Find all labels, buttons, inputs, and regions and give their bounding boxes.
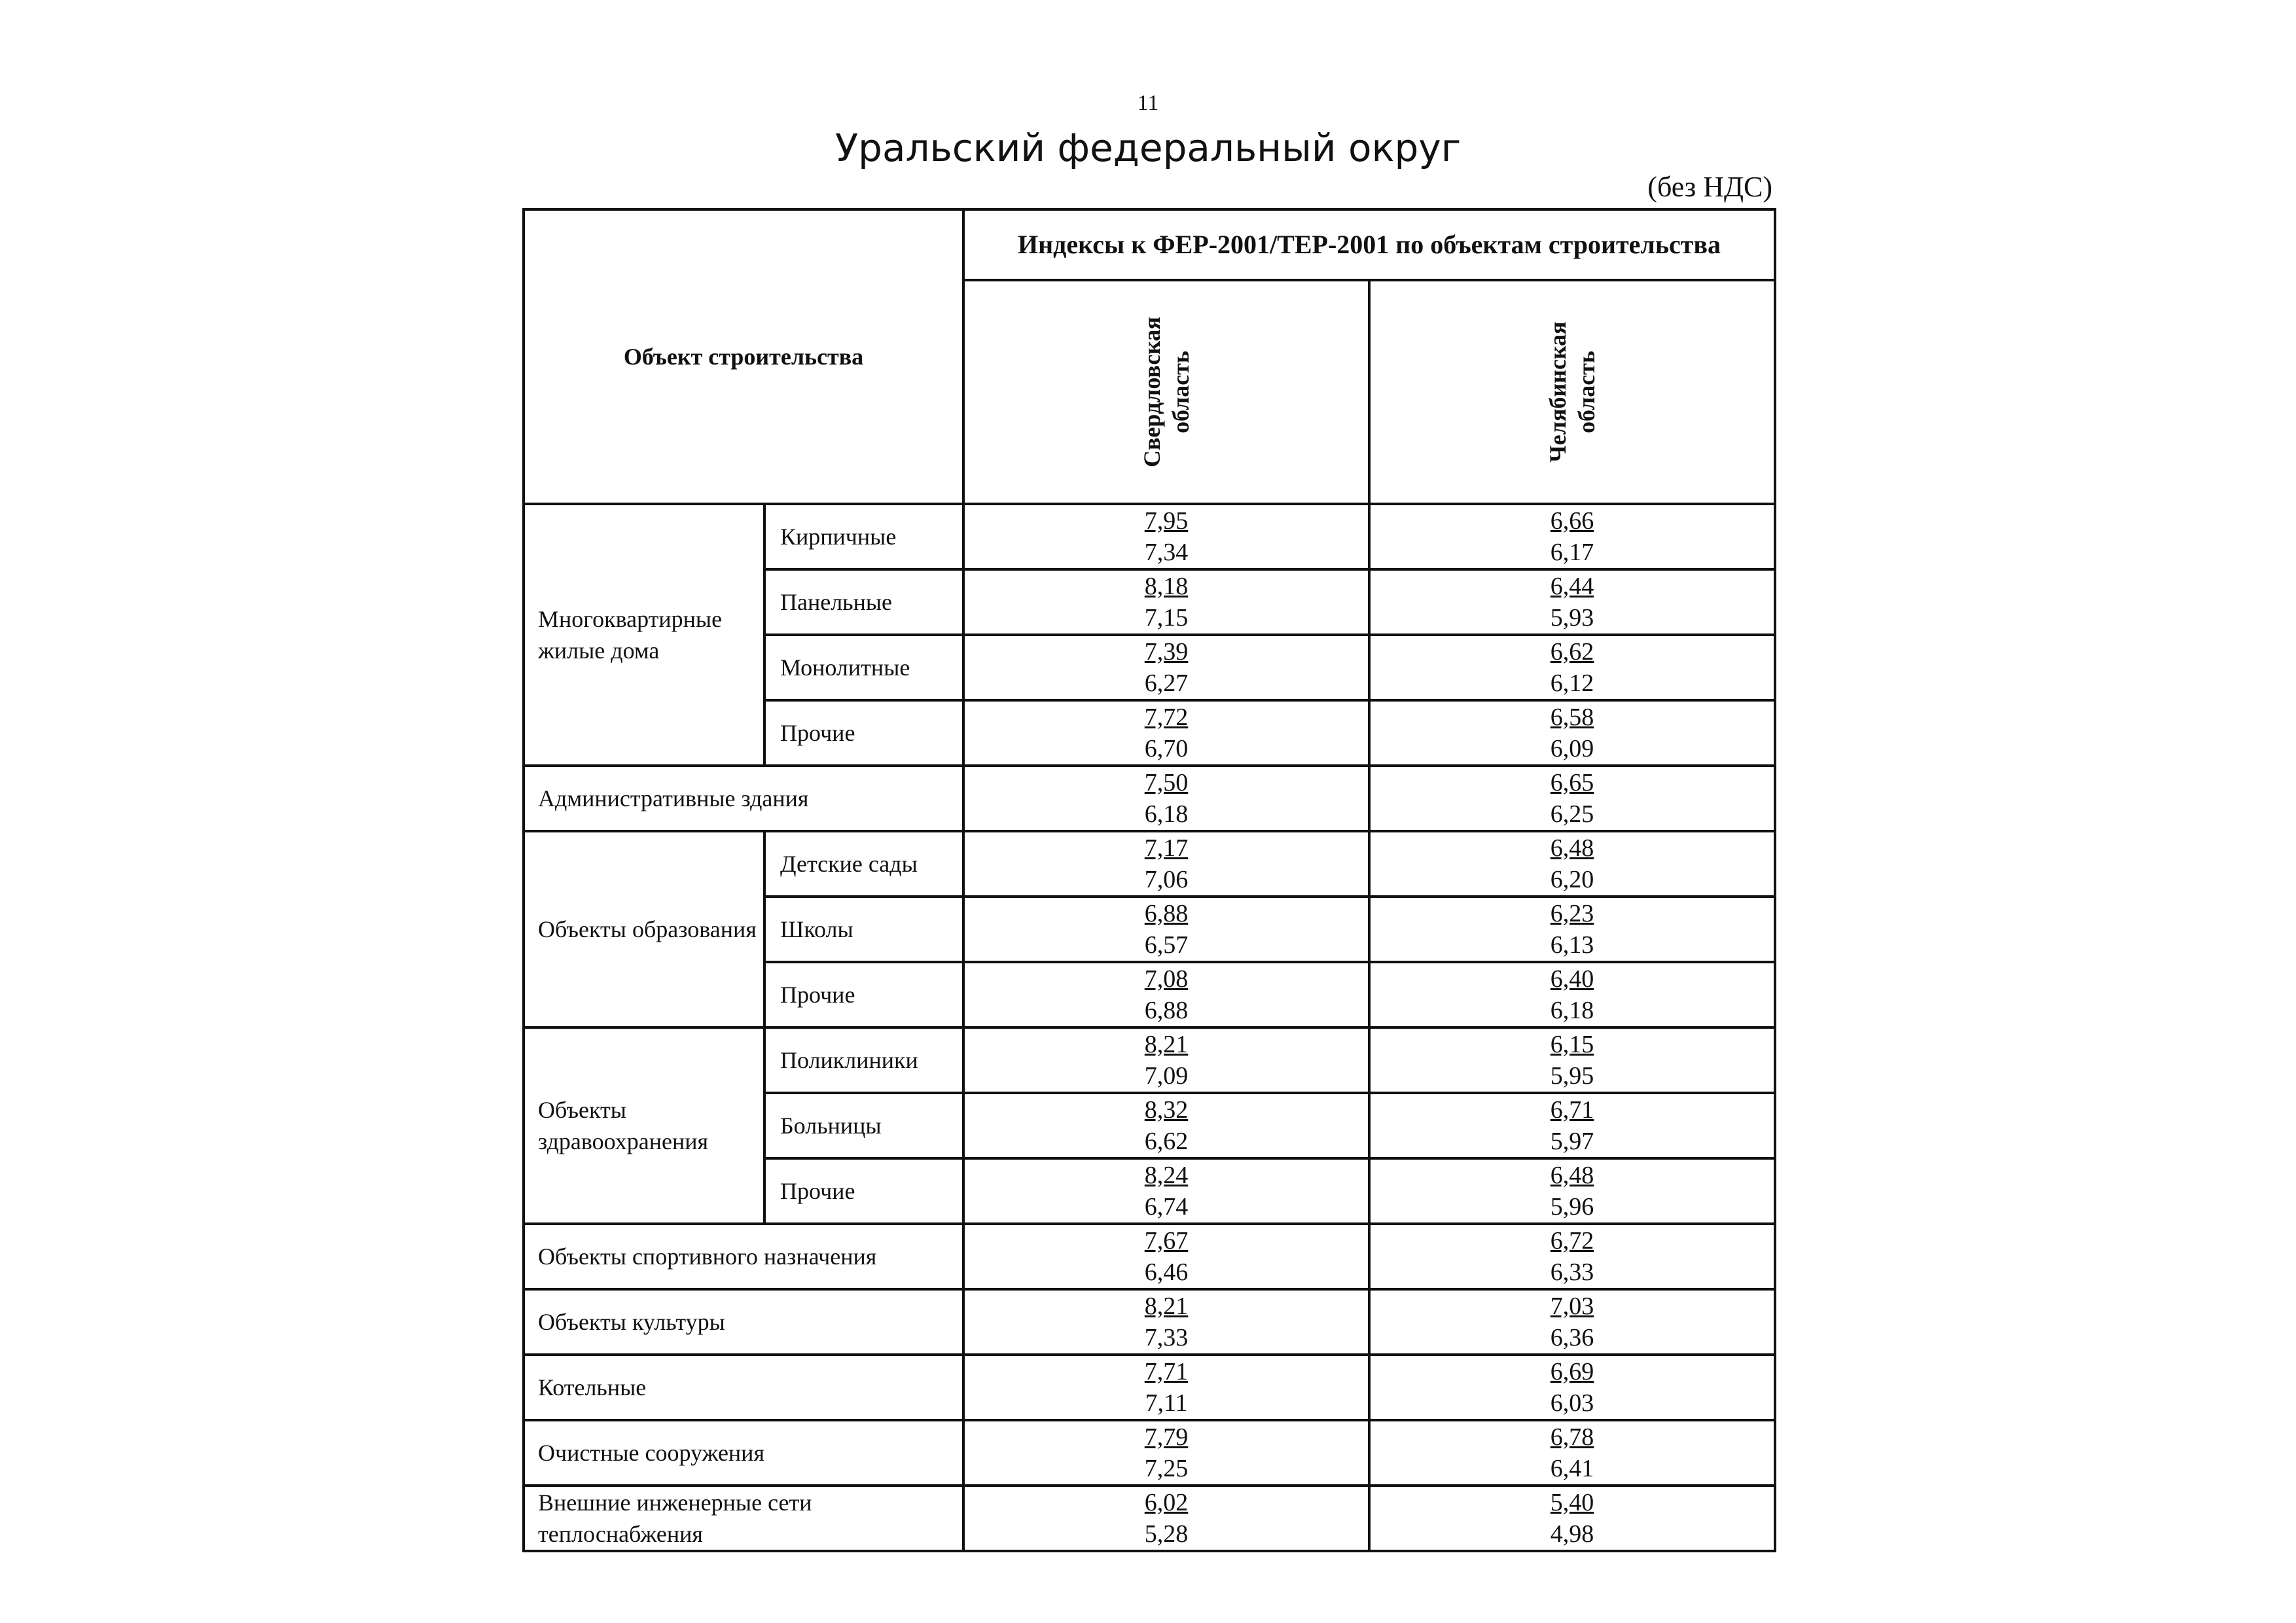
value-cell-sverdlovsk: [963, 1158, 1369, 1224]
category-cell: Административные здания: [524, 766, 963, 831]
category-cell: Объекты здравоохранения: [524, 1027, 764, 1224]
subcategory-cell: Прочие: [764, 1158, 963, 1224]
value-bottom: 7,06: [1144, 866, 1189, 893]
value-bottom: 4,98: [1550, 1520, 1594, 1548]
value-top: 7,50: [1144, 769, 1189, 796]
value-cell-chelyabinsk: [1369, 1289, 1775, 1355]
table-row: [524, 1027, 1775, 1093]
table-row: [524, 1355, 1775, 1420]
value-cell-chelyabinsk: [1369, 1420, 1775, 1486]
value-cell-sverdlovsk: [963, 962, 1369, 1027]
value-cell-chelyabinsk: [1369, 635, 1775, 700]
table-row: [524, 1420, 1775, 1486]
category-cell: Котельные: [524, 1355, 963, 1420]
value-cell-chelyabinsk: [1369, 1093, 1775, 1158]
value-bottom: 7,09: [1144, 1062, 1189, 1090]
value-cell-chelyabinsk: [1369, 1224, 1775, 1289]
value-bottom: 6,57: [1144, 931, 1189, 959]
value-bottom: 6,18: [1550, 997, 1594, 1024]
value-bottom: 6,46: [1144, 1258, 1189, 1286]
header-region-sverdlovsk: [963, 280, 1369, 504]
value-cell-chelyabinsk: [1369, 962, 1775, 1027]
value-cell-sverdlovsk: [963, 1224, 1369, 1289]
value-bottom: 5,93: [1550, 604, 1594, 632]
subcategory-cell: Детские сады: [764, 831, 963, 897]
value-top: 6,48: [1550, 1162, 1594, 1189]
subcategory-cell: Поликлиники: [764, 1027, 963, 1093]
value-bottom: 7,15: [1144, 604, 1189, 632]
value-top: 6,62: [1550, 638, 1594, 666]
value-top: 7,17: [1144, 834, 1189, 862]
value-top: 6,78: [1550, 1423, 1594, 1451]
value-top: 7,08: [1144, 965, 1189, 993]
table-row: [524, 831, 1775, 897]
value-top: 7,79: [1144, 1423, 1189, 1451]
value-bottom: 7,34: [1144, 539, 1189, 566]
value-bottom: 5,97: [1550, 1128, 1594, 1155]
header-object: Объект строительства: [524, 209, 963, 504]
table-row: [524, 766, 1775, 831]
value-top: 8,18: [1144, 573, 1189, 600]
subcategory-cell: Панельные: [764, 569, 963, 635]
value-bottom: 6,62: [1144, 1128, 1189, 1155]
category-cell: Объекты спортивного назначения: [524, 1224, 963, 1289]
subcategory-cell: Прочие: [764, 700, 963, 766]
value-bottom: 6,20: [1550, 866, 1594, 893]
value-top: 6,71: [1550, 1096, 1594, 1124]
value-cell-chelyabinsk: [1369, 766, 1775, 831]
value-bottom: 6,27: [1144, 669, 1189, 697]
value-top: 6,15: [1550, 1031, 1594, 1058]
value-bottom: 7,25: [1144, 1455, 1189, 1482]
value-bottom: 6,36: [1550, 1324, 1594, 1351]
value-cell-chelyabinsk: [1369, 700, 1775, 766]
page-title: Уральский федеральный округ: [834, 126, 1462, 170]
value-cell-sverdlovsk: [963, 504, 1369, 569]
value-top: 6,02: [1144, 1489, 1189, 1516]
value-top: 7,72: [1144, 704, 1189, 731]
value-cell-sverdlovsk: [963, 1289, 1369, 1355]
value-top: 7,03: [1550, 1293, 1594, 1320]
value-cell-sverdlovsk: [963, 1486, 1369, 1551]
value-top: 6,69: [1550, 1358, 1594, 1385]
region-name: Челябинская: [1545, 321, 1571, 463]
value-top: 6,66: [1550, 507, 1594, 535]
value-bottom: 6,25: [1550, 800, 1594, 828]
value-bottom: 6,74: [1144, 1193, 1189, 1221]
value-top: 6,58: [1550, 704, 1594, 731]
subcategory-cell: Кирпичные: [764, 504, 963, 569]
category-cell: Объекты образования: [524, 831, 764, 1027]
value-bottom: 6,17: [1550, 539, 1594, 566]
category-cell: Внешние инженерные сети теплоснабжения: [524, 1486, 963, 1551]
table-row: [524, 1224, 1775, 1289]
value-cell-sverdlovsk: [963, 1093, 1369, 1158]
value-cell-chelyabinsk: [1369, 831, 1775, 897]
table-row: [524, 1289, 1775, 1355]
header-region-chelyabinsk: [1369, 280, 1775, 504]
value-cell-sverdlovsk: [963, 1355, 1369, 1420]
region-type: область: [1573, 351, 1600, 433]
value-top: 6,40: [1550, 965, 1594, 993]
value-bottom: 6,12: [1550, 669, 1594, 697]
value-top: 6,65: [1550, 769, 1594, 796]
value-bottom: 5,95: [1550, 1062, 1594, 1090]
value-bottom: 7,33: [1144, 1324, 1189, 1351]
value-bottom: 7,11: [1145, 1389, 1188, 1417]
value-top: 8,24: [1144, 1162, 1189, 1189]
value-bottom: 6,03: [1550, 1389, 1594, 1417]
value-top: 5,40: [1550, 1489, 1594, 1516]
value-bottom: 5,96: [1550, 1193, 1594, 1221]
value-cell-sverdlovsk: [963, 897, 1369, 962]
value-top: 8,21: [1144, 1031, 1189, 1058]
value-cell-sverdlovsk: [963, 1027, 1369, 1093]
value-cell-sverdlovsk: [963, 831, 1369, 897]
value-cell-sverdlovsk: [963, 569, 1369, 635]
value-top: 6,48: [1550, 834, 1594, 862]
value-bottom: 6,09: [1550, 735, 1594, 762]
value-top: 6,23: [1550, 900, 1594, 927]
value-cell-sverdlovsk: [963, 766, 1369, 831]
region-name: Свердловская: [1139, 316, 1165, 468]
value-top: 7,67: [1144, 1227, 1189, 1255]
value-top: 8,32: [1144, 1096, 1189, 1124]
vat-note: (без НДС): [1647, 171, 1772, 203]
value-top: 6,44: [1550, 573, 1594, 600]
value-top: 7,71: [1144, 1358, 1189, 1385]
value-top: 7,39: [1144, 638, 1189, 666]
value-top: 7,95: [1144, 507, 1189, 535]
category-cell: Объекты культуры: [524, 1289, 963, 1355]
value-cell-sverdlovsk: [963, 700, 1369, 766]
subcategory-cell: Больницы: [764, 1093, 963, 1158]
value-cell-sverdlovsk: [963, 635, 1369, 700]
value-top: 6,88: [1144, 900, 1189, 927]
value-cell-chelyabinsk: [1369, 1355, 1775, 1420]
value-cell-chelyabinsk: [1369, 1486, 1775, 1551]
table-row: [524, 504, 1775, 569]
region-type: область: [1168, 351, 1194, 434]
category-cell: Очистные сооружения: [524, 1420, 963, 1486]
value-cell-sverdlovsk: [963, 1420, 1369, 1486]
value-cell-chelyabinsk: [1369, 504, 1775, 569]
value-bottom: 6,88: [1144, 997, 1189, 1024]
value-bottom: 6,70: [1144, 735, 1189, 762]
value-bottom: 6,33: [1550, 1258, 1594, 1286]
value-cell-chelyabinsk: [1369, 1158, 1775, 1224]
value-bottom: 5,28: [1144, 1520, 1189, 1548]
value-bottom: 6,41: [1550, 1455, 1594, 1482]
subcategory-cell: Школы: [764, 897, 963, 962]
value-cell-chelyabinsk: [1369, 1027, 1775, 1093]
value-bottom: 6,18: [1144, 800, 1189, 828]
table-row: [524, 1486, 1775, 1551]
header-indices: Индексы к ФЕР-2001/ТЕР-2001 по объектам строительства: [963, 209, 1775, 280]
value-cell-chelyabinsk: [1369, 897, 1775, 962]
subcategory-cell: Прочие: [764, 962, 963, 1027]
value-top: 6,72: [1550, 1227, 1594, 1255]
value-top: 8,21: [1144, 1293, 1189, 1320]
value-cell-chelyabinsk: [1369, 569, 1775, 635]
index-table: [522, 208, 1776, 1552]
value-bottom: 6,13: [1550, 931, 1594, 959]
category-cell: Многоквартирные жилые дома: [524, 504, 764, 766]
subcategory-cell: Монолитные: [764, 635, 963, 700]
page-number: 11: [1137, 91, 1159, 115]
